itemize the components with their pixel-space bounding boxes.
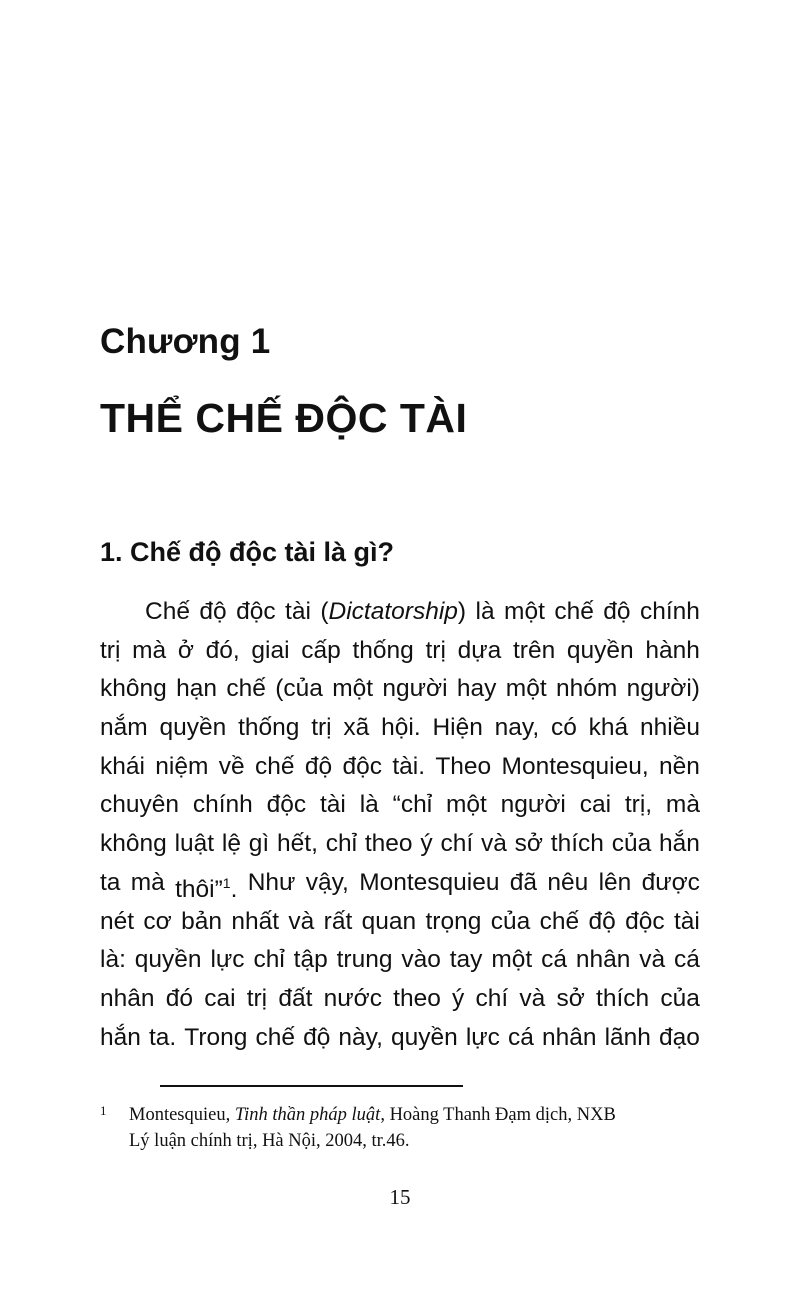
word: tài.: [392, 752, 425, 780]
word: người: [500, 791, 566, 819]
body-line: [100, 941, 700, 980]
word: nắm: [100, 714, 148, 742]
word: trọng: [425, 907, 482, 935]
word: trị: [311, 714, 332, 742]
word: lãnh: [604, 1023, 651, 1051]
word: nhân: [541, 1023, 597, 1051]
word: lên: [598, 868, 632, 896]
word: vậy,: [305, 868, 349, 896]
body-line: [100, 1019, 700, 1058]
word: của: [611, 830, 652, 858]
word: trị,: [624, 791, 653, 819]
word: nêu: [547, 868, 589, 896]
word: đó: [165, 984, 193, 1012]
word: ý: [452, 984, 465, 1012]
word: nhân: [100, 984, 155, 1012]
word: quyền: [566, 636, 634, 664]
word: đã: [509, 868, 538, 896]
word: hay: [456, 675, 497, 703]
word: chế: [539, 907, 580, 935]
word: độ: [603, 598, 631, 625]
word: đạo: [658, 1023, 700, 1051]
word: sở: [556, 984, 585, 1012]
body-line-with-footnote-ref: [100, 864, 700, 903]
word: tài: [673, 907, 700, 935]
word: quan: [361, 907, 417, 935]
word: sở: [514, 830, 543, 858]
word: một: [504, 598, 545, 625]
word: về: [218, 752, 245, 780]
word: lực: [465, 1023, 500, 1051]
body-line: [100, 980, 700, 1019]
word: Montesquieu: [359, 868, 500, 896]
word: chế: [255, 1023, 295, 1051]
word: ta.: [148, 1023, 177, 1051]
word: chính: [192, 791, 253, 819]
body-line: [100, 786, 700, 825]
word: mà: [132, 636, 167, 664]
word: người): [626, 675, 700, 703]
word: tài: [285, 598, 311, 625]
word: cai: [204, 984, 236, 1012]
word: cơ: [143, 907, 172, 935]
page-number: 15: [389, 1185, 411, 1209]
word: và: [519, 984, 546, 1012]
word: chí: [440, 830, 474, 858]
word: nhân: [575, 946, 631, 974]
word: thống: [352, 636, 414, 664]
word: độ: [303, 1023, 331, 1051]
word: độc: [266, 791, 307, 819]
word: quyền: [390, 1023, 458, 1051]
word: là: [359, 791, 379, 819]
word: một: [332, 675, 374, 703]
word: Trong: [184, 1023, 248, 1051]
body-line: [100, 825, 700, 864]
word: nền: [658, 752, 700, 780]
word: ở: [177, 636, 194, 664]
word: chỉ: [253, 946, 285, 974]
word: Chế: [145, 598, 190, 625]
chapter-label: Chương 1: [100, 322, 271, 361]
word: đất: [278, 984, 313, 1012]
body-line: [100, 632, 700, 671]
word: và: [288, 907, 315, 935]
word: một: [505, 675, 547, 703]
footnote-marker: 1: [100, 1103, 107, 1118]
word: (của: [275, 675, 323, 703]
word: thích: [596, 984, 650, 1012]
word: và: [639, 946, 666, 974]
footnote-line-2: Lý luận chính trị, Hà Nội, 2004, tr.46.: [129, 1131, 410, 1151]
word: dựa: [457, 636, 502, 664]
word: chế: [226, 675, 266, 703]
body-line: [100, 709, 700, 748]
section-heading: 1. Chế độ độc tài là gì?: [100, 537, 395, 567]
word: cá: [674, 946, 700, 974]
word: niệm: [155, 752, 209, 780]
word: trên: [512, 636, 556, 664]
footnote-separator: [160, 1085, 463, 1087]
word: không: [100, 675, 167, 703]
word: mà: [130, 868, 165, 896]
word: (Dictatorship): [320, 598, 467, 625]
word: người: [382, 675, 448, 703]
word: khá: [588, 714, 629, 742]
word: chuyên: [100, 791, 180, 819]
word: độ: [304, 752, 333, 780]
word: này,: [338, 1023, 383, 1051]
word: tập: [293, 946, 328, 974]
body-line: [100, 903, 700, 942]
word: của: [490, 907, 531, 935]
word: hành: [645, 636, 700, 664]
word: nhất: [231, 907, 280, 935]
word: trung: [336, 946, 393, 974]
word: trị: [100, 636, 121, 664]
word: khái: [100, 752, 145, 780]
word: theo: [364, 830, 413, 858]
word: theo: [393, 984, 441, 1012]
word: là:: [100, 946, 126, 974]
word: thống: [238, 714, 300, 742]
word: nét: [100, 907, 135, 935]
word: chỉ: [325, 830, 358, 858]
word: độ: [199, 598, 227, 625]
body-paragraph: [100, 593, 700, 1057]
word: bản: [181, 907, 222, 935]
word: Hiện: [432, 714, 483, 742]
word: được: [641, 868, 700, 896]
word: trị: [246, 984, 268, 1012]
body-line: [100, 670, 700, 709]
word: rất: [323, 907, 353, 935]
word: cấp: [301, 636, 341, 664]
body-line: [100, 593, 700, 632]
word: hắn: [100, 1023, 141, 1051]
word: hạn: [176, 675, 217, 703]
word: quyền: [159, 714, 227, 742]
word: chế: [254, 752, 295, 780]
footnote: [100, 1102, 700, 1154]
word: và: [480, 830, 507, 858]
word: nhiều: [640, 714, 700, 742]
word: tài: [320, 791, 346, 819]
word: Montesquieu,: [501, 752, 649, 780]
word: cai: [579, 791, 612, 819]
word: chính: [639, 598, 700, 625]
word: không: [100, 830, 167, 858]
word: là: [475, 598, 495, 625]
word: “chỉ: [392, 791, 433, 819]
word: Như: [247, 868, 296, 896]
word: vào: [401, 946, 441, 974]
word: hết,: [277, 830, 318, 858]
word: độ: [588, 907, 616, 935]
word: hội.: [381, 714, 421, 742]
word: giai: [251, 636, 290, 664]
word: xã: [343, 714, 370, 742]
book-title: Tinh thần pháp luật: [234, 1105, 381, 1125]
word: nhóm: [555, 675, 618, 703]
word: của: [660, 984, 700, 1012]
word: ta: [100, 868, 121, 896]
word: lực: [210, 946, 245, 974]
footnote-reference[interactable]: 1: [222, 874, 231, 891]
word: lệ: [221, 830, 241, 858]
word: nước: [323, 984, 382, 1012]
body-line: [100, 748, 700, 787]
word: độc: [236, 598, 276, 625]
word: đó,: [205, 636, 240, 664]
word: gì: [248, 830, 270, 858]
word: ý: [420, 830, 433, 858]
word: cá: [541, 946, 567, 974]
word: quyền: [134, 946, 202, 974]
word: cá: [508, 1023, 534, 1051]
word: một: [491, 946, 533, 974]
word: mà: [665, 791, 700, 819]
word: luật: [174, 830, 215, 858]
word-with-note: thôi”$^1$.: [175, 874, 238, 903]
chapter-title: THỂ CHẾ ĐỘC TÀI: [100, 395, 468, 441]
word: độc: [342, 752, 382, 780]
word: trị: [425, 636, 446, 664]
word: có: [550, 714, 577, 742]
word: tay: [449, 946, 483, 974]
word: chế: [554, 598, 594, 625]
word: Theo: [435, 752, 492, 780]
word: thích: [550, 830, 604, 858]
word: độc: [625, 907, 665, 935]
word: hắn: [659, 830, 700, 858]
word: nay,: [494, 714, 540, 742]
word: một: [445, 791, 487, 819]
footnote-line-1: Montesquieu, Tinh thần pháp luật, Hoàng Thanh Đạm dịch, NXB: [129, 1105, 616, 1125]
word: chí: [475, 984, 509, 1012]
